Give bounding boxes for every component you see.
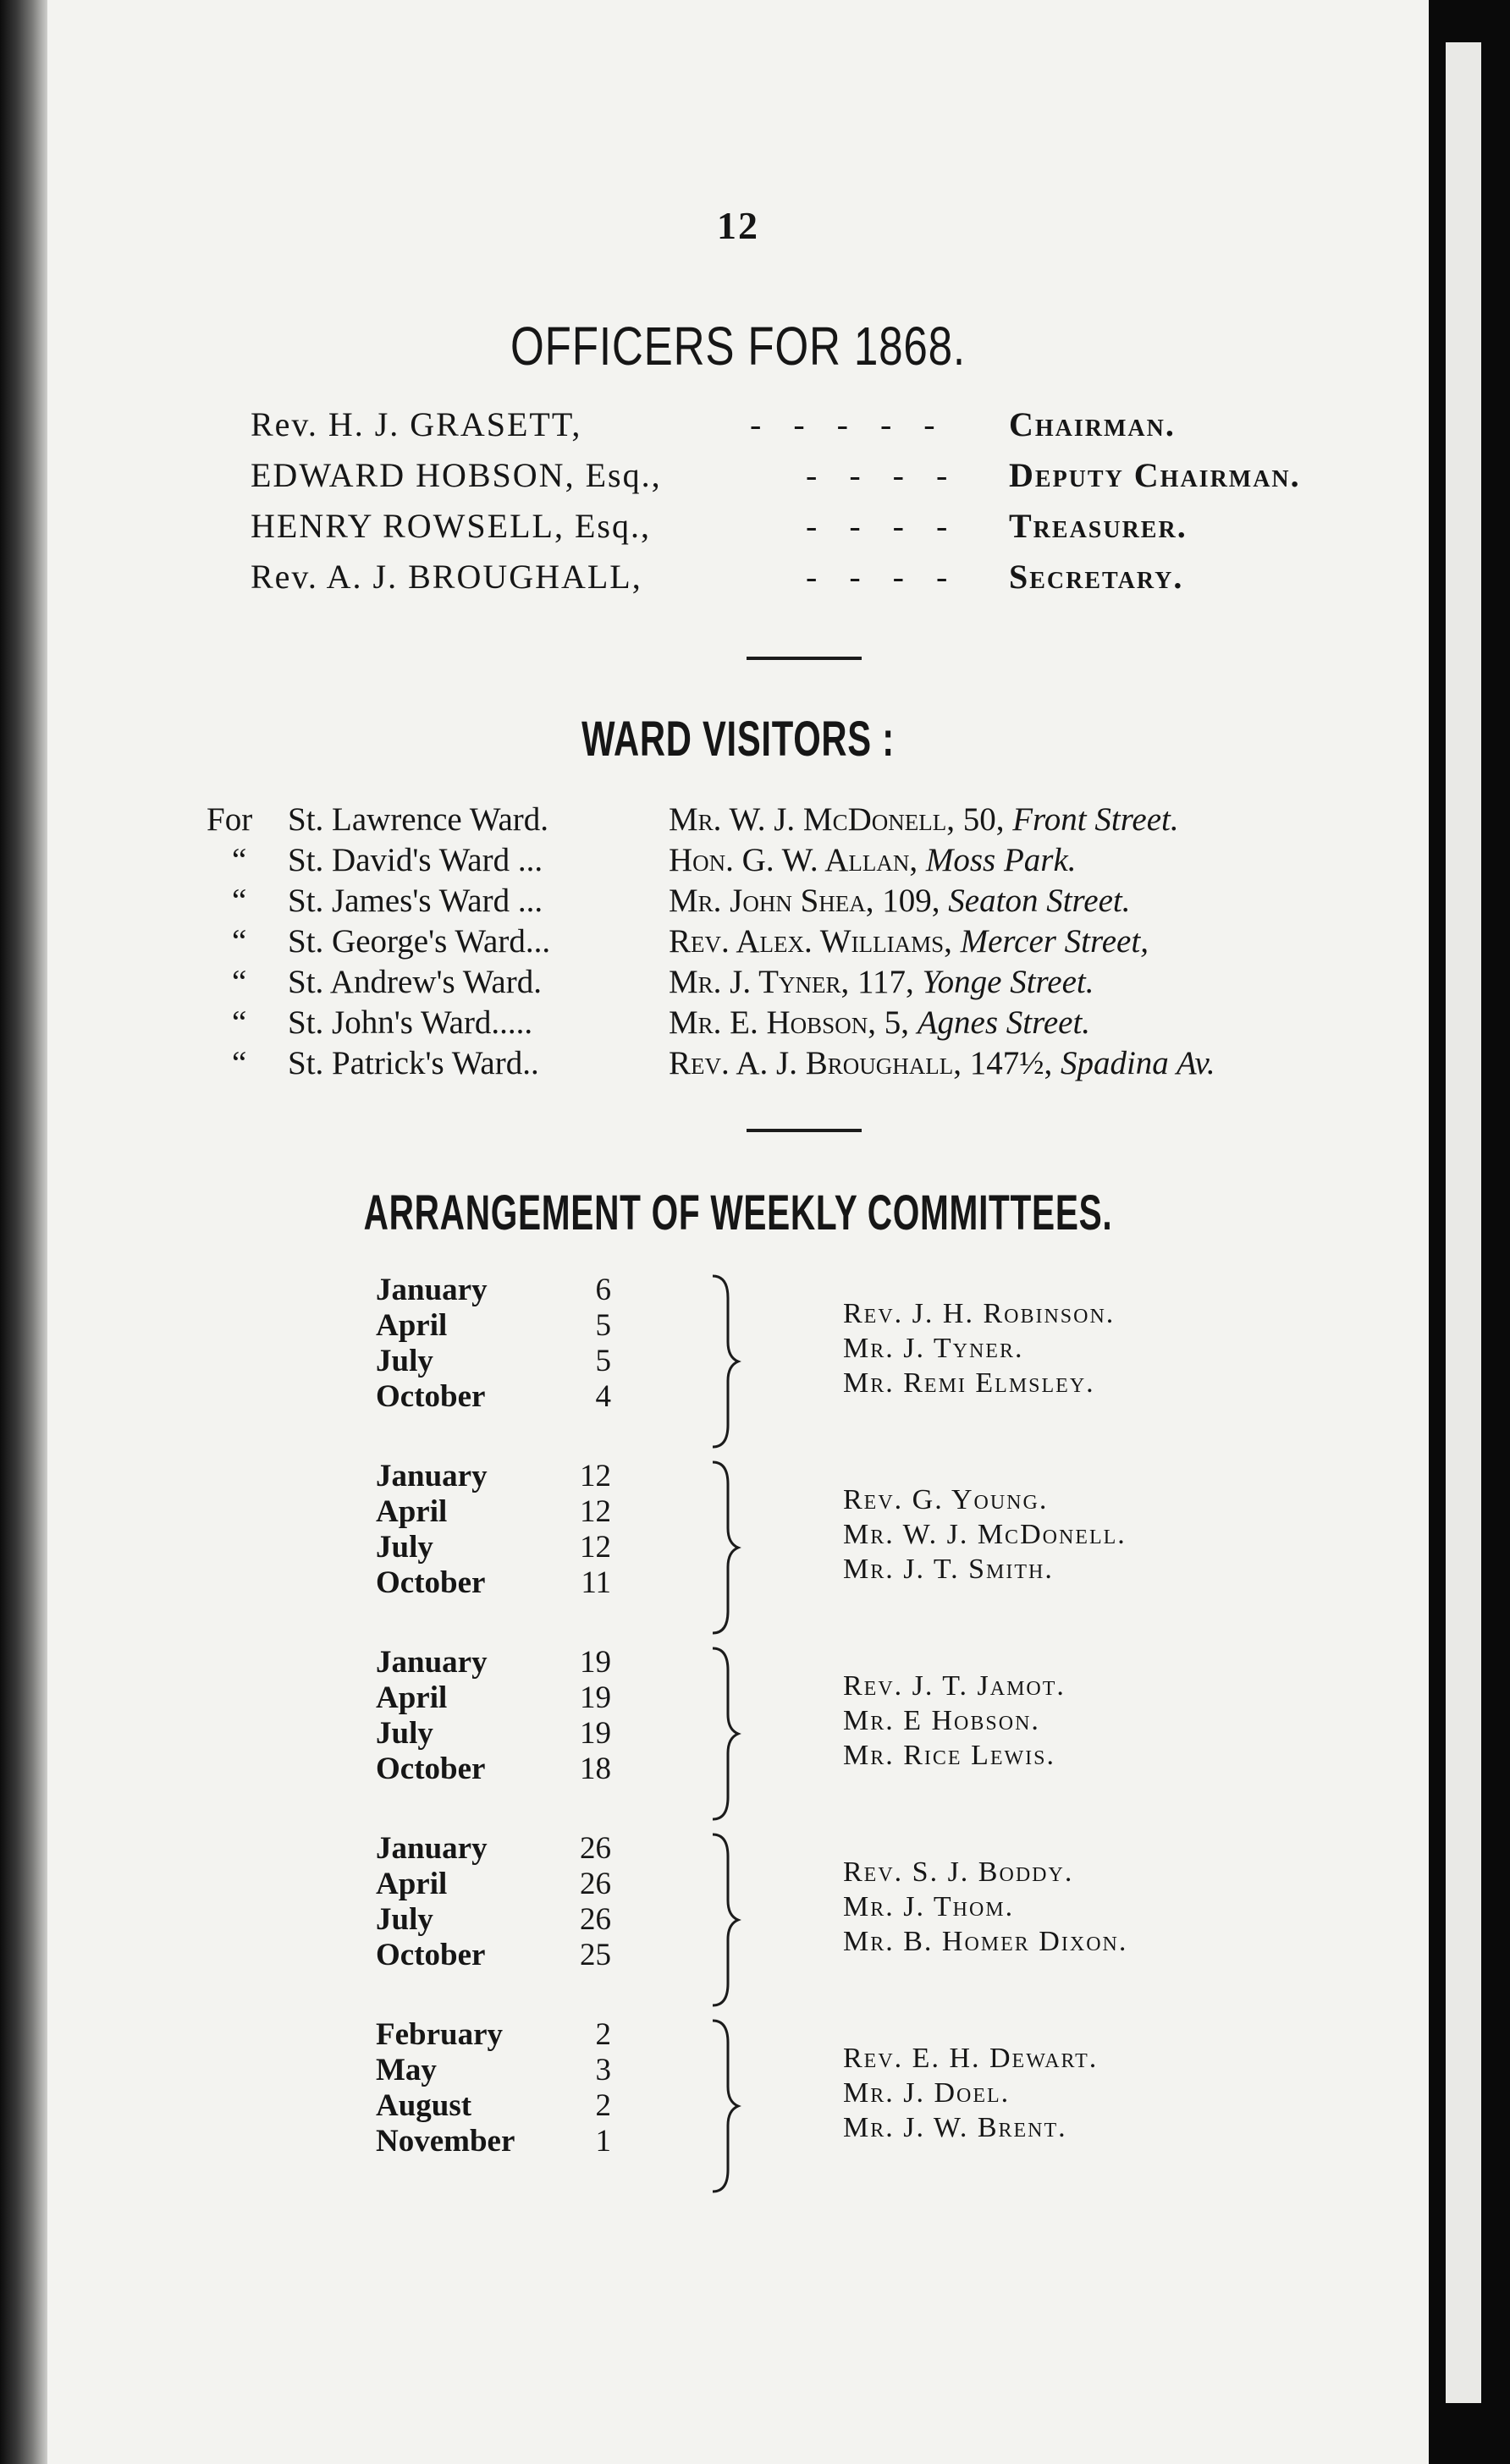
committee-month: April [376, 1867, 448, 1901]
committee-month: November [376, 2124, 515, 2159]
ward-row [47, 841, 1429, 882]
committee-member: Rev. J. H. Robinson. [843, 1298, 1116, 1329]
committee-day: 11 [581, 1565, 611, 1600]
committee-day: 2 [595, 2017, 611, 2052]
next-page-edge [1446, 42, 1481, 2403]
officer-dashes: - - - - [806, 456, 960, 494]
officer-dashes: - - - - [806, 507, 960, 545]
visitor-name: Mr. E. Hobson, 5, [669, 1004, 909, 1041]
officer-row [47, 404, 1429, 452]
ditto-mark: “ [232, 964, 247, 1000]
committee-month: January [376, 1831, 488, 1866]
committee-member: Mr. B. Homer Dixon. [843, 1926, 1128, 1957]
officer-row [47, 455, 1429, 503]
visitor-name: Mr. J. Tyner, 117, [669, 964, 914, 1000]
ward-row [47, 800, 1429, 841]
visitor-address: Mercer Street, [960, 923, 1149, 960]
ditto-mark: “ [232, 883, 247, 919]
officer-role: Deputy Chairman. [1009, 456, 1301, 494]
ditto-mark: “ [232, 1045, 247, 1081]
committee-group [47, 1459, 1429, 1645]
committee-member: Mr. J. Thom. [843, 1891, 1015, 1922]
section-divider [747, 1129, 862, 1132]
committee-day: 12 [580, 1494, 611, 1529]
committee-month: April [376, 1680, 448, 1715]
officer-name: EDWARD HOBSON, Esq., [251, 456, 662, 494]
ditto-mark: “ [232, 842, 247, 878]
book-gutter [0, 0, 47, 2464]
committee-day: 26 [580, 1831, 611, 1866]
visitor-name: Mr. John Shea, 109, [669, 883, 940, 919]
ward-name: St. David's Ward ... [288, 842, 543, 878]
committee-group [47, 1831, 1429, 2017]
visitor-name: Mr. W. J. McDonell, 50, [669, 801, 1005, 838]
committee-month: January [376, 1459, 488, 1493]
committee-month: October [376, 1938, 486, 1972]
brace-icon [708, 1645, 741, 1823]
page-number: 12 [717, 204, 759, 247]
committee-member: Mr. W. J. McDonell. [843, 1519, 1127, 1550]
ward-visitor [669, 1044, 1215, 1082]
committee-member: Mr. J. Doel. [843, 2077, 1011, 2109]
committee-month: July [376, 1902, 433, 1937]
committee-group [47, 2017, 1429, 2203]
committee-day: 19 [580, 1716, 611, 1751]
brace-icon [708, 1831, 741, 2009]
visitor-name: Rev. A. J. Broughall, 147½, [669, 1045, 1053, 1081]
visitor-address: Spadina Av. [1060, 1045, 1215, 1081]
visitor-name: Rev. Alex. Williams, [669, 923, 952, 960]
visitor-address: Seaton Street. [948, 883, 1131, 919]
committee-month: February [376, 2017, 504, 2052]
committee-day: 19 [580, 1645, 611, 1680]
ward-visitor [669, 800, 1179, 839]
ward-visitor [669, 841, 1077, 879]
officer-row [47, 506, 1429, 553]
committee-month: January [376, 1645, 488, 1680]
ward-name: St. Andrew's Ward. [288, 964, 542, 1000]
committee-month: May [376, 2053, 437, 2087]
ward-visitor [669, 882, 1130, 920]
committee-day: 25 [580, 1938, 611, 1972]
ward-visitor [669, 963, 1094, 1001]
committee-month: July [376, 1530, 433, 1565]
visitor-address: Yonge Street. [922, 964, 1094, 1000]
ward-row [47, 882, 1429, 922]
committee-member: Mr. J. Tyner. [843, 1333, 1024, 1364]
brace-icon [708, 1459, 741, 1636]
committee-day: 5 [595, 1344, 611, 1378]
visitor-name: Hon. G. W. Allan, [669, 842, 918, 878]
ward-row [47, 1004, 1429, 1044]
visitor-address: Moss Park. [925, 842, 1077, 878]
ward-visitor [669, 922, 1149, 960]
ward-name: St. John's Ward..... [288, 1004, 533, 1041]
officer-name: Rev. A. J. BROUGHALL, [251, 558, 642, 596]
committee-month: April [376, 1308, 448, 1343]
committee-member: Rev. J. T. Jamot. [843, 1670, 1066, 1702]
ward-name: St. Lawrence Ward. [288, 801, 549, 838]
ditto-mark: “ [232, 1004, 247, 1041]
officer-dashes: - - - - - [750, 405, 947, 443]
officer-role: Treasurer. [1009, 507, 1188, 545]
ward-row [47, 922, 1429, 963]
book-edge [1429, 0, 1510, 2464]
committee-member: Mr. E Hobson. [843, 1705, 1040, 1736]
officer-dashes: - - - - [806, 558, 960, 596]
ward-row [47, 1044, 1429, 1085]
committee-member: Mr. Remi Elmsley. [843, 1367, 1095, 1399]
committee-month: August [376, 2088, 472, 2123]
visitor-address: Front Street. [1012, 801, 1179, 838]
ward-visitor [669, 1004, 1090, 1042]
officer-row [47, 557, 1429, 604]
committee-day: 26 [580, 1867, 611, 1901]
committee-day: 1 [595, 2124, 611, 2159]
committee-month: October [376, 1379, 486, 1414]
committee-month: October [376, 1565, 486, 1600]
committee-member: Mr. Rice Lewis. [843, 1740, 1055, 1771]
officer-role: Chairman. [1009, 405, 1176, 443]
ward-name: St. Patrick's Ward.. [288, 1045, 539, 1081]
brace-icon [708, 1273, 741, 1450]
section-divider [747, 657, 862, 660]
committee-day: 26 [580, 1902, 611, 1937]
document-page [47, 0, 1429, 2464]
committee-day: 12 [580, 1459, 611, 1493]
visitor-address: Agnes Street. [917, 1004, 1091, 1041]
ward-visitors-title: WARD VISITORS : [581, 712, 895, 767]
committee-group [47, 1645, 1429, 1831]
committee-group [47, 1273, 1429, 1459]
committee-day: 3 [595, 2053, 611, 2087]
ward-name: St. George's Ward... [288, 923, 551, 960]
committee-month: January [376, 1273, 488, 1307]
committee-member: Mr. J. W. Brent. [843, 2112, 1067, 2143]
committee-day: 2 [595, 2088, 611, 2123]
committee-member: Rev. G. Young. [843, 1484, 1049, 1515]
officer-name: HENRY ROWSELL, Esq., [251, 507, 651, 545]
committee-day: 18 [580, 1752, 611, 1786]
committee-member: Rev. S. J. Boddy. [843, 1856, 1074, 1888]
committee-member: Mr. J. T. Smith. [843, 1554, 1054, 1585]
officer-role: Secretary. [1009, 558, 1184, 596]
committee-month: July [376, 1344, 433, 1378]
committee-day: 5 [595, 1308, 611, 1343]
committee-month: July [376, 1716, 433, 1751]
ditto-mark: “ [232, 923, 247, 960]
committee-day: 19 [580, 1680, 611, 1715]
committee-month: October [376, 1752, 486, 1786]
weekly-committees-title: ARRANGEMENT OF WEEKLY COMMITTEES. [363, 1185, 1113, 1240]
committee-month: April [376, 1494, 448, 1529]
officer-name: Rev. H. J. GRASETT, [251, 405, 582, 443]
committee-day: 4 [595, 1379, 611, 1414]
brace-icon [708, 2017, 741, 2195]
ward-name: St. James's Ward ... [288, 883, 543, 919]
officers-title: OFFICERS FOR 1868. [510, 316, 966, 377]
ward-row [47, 963, 1429, 1004]
for-label: For [207, 801, 253, 838]
committee-day: 12 [580, 1530, 611, 1565]
committee-day: 6 [595, 1273, 611, 1307]
committee-member: Rev. E. H. Dewart. [843, 2043, 1099, 2074]
